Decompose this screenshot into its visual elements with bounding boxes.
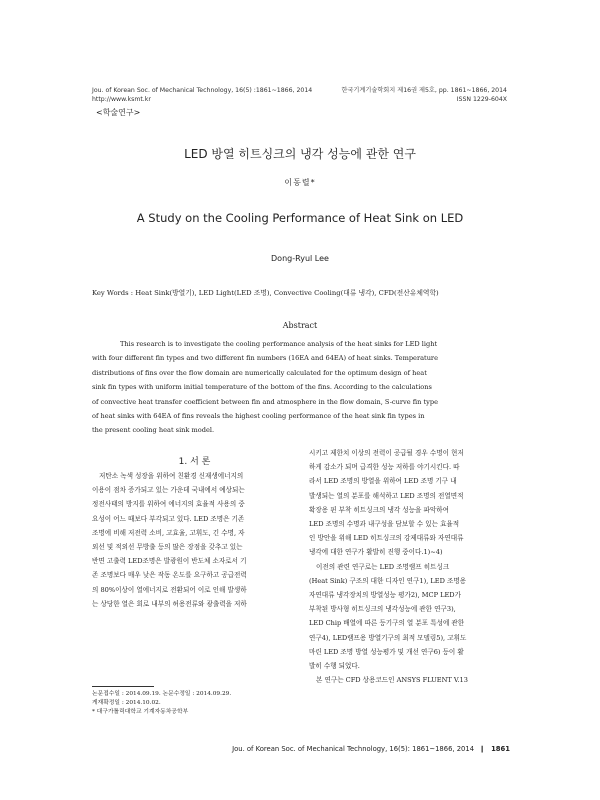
footnote-dates: 논문접수일 : 2014.09.19. 논문수정일 : 2014.09.29. (92, 691, 232, 697)
body-line: 인 방안을 위해 LED 히트싱크의 강제대류와 자연대류 (309, 534, 464, 543)
body-line: 부착된 방사형 히트싱크의 냉각성능에 관한 연구3), (309, 605, 456, 614)
abstract-line: of heat sinks with 64EA of fins reveals the highest cooling performance of the heat sink fin types in (92, 412, 425, 421)
page-number: 1861 (491, 745, 510, 753)
footer-citation: Jou. of Korean Soc. of Mechanical Technology, 16(5): 1861~1866, 2014 (232, 745, 475, 753)
journal-header-right (341, 86, 507, 104)
body-line: LED Chip 배열에 따른 등기구의 열 분포 특성에 관한 (309, 619, 465, 628)
body-line: 는 상당한 열은 회로 내부의 허용전류와 광출력을 저하 (92, 599, 247, 608)
title-english: A Study on the Cooling Performance of Heat Sink on LED (136, 211, 464, 225)
body-line: 이용이 점차 증가되고 있는 가운데 국내에서 예상되는 (92, 486, 245, 495)
journal-citation: Jou. of Korean Soc. of Mechanical Technology, 16(5) :1861~1866, 2014 (92, 87, 313, 94)
abstract-body (92, 337, 510, 438)
body-line: 외선 및 적외선 무방출 등의 많은 장점을 갖추고 있는 (92, 543, 243, 552)
body-line: 확장용 핀 부착 히트싱크의 냉각 성능을 파악하여 (309, 505, 449, 514)
body-line: 하게 감소가 되며 급격한 성능 저하를 야기시킨다. 따 (309, 463, 460, 472)
body-line: 정전사태의 방지를 위하여 에너지의 효율적 사용의 중 (92, 500, 245, 509)
body-line: 반면 고출력 LED조명은 발광원이 반도체 소자로서 기 (92, 557, 247, 566)
body-line: 발생되는 열의 분포를 해석하고 LED 조명의 전열면적 (309, 491, 464, 500)
abstract-line: of convective heat transfer coefficient between fin and atmosphere in the flow domain, S-curve fin type (92, 397, 438, 406)
footnote (92, 690, 297, 717)
section-tag: <학술연구> (96, 108, 141, 117)
author-english: Dong-Ryul Lee (271, 254, 329, 263)
body-column-left (92, 469, 297, 611)
body-line: 요성이 어느 때보다 부각되고 있다. LED 조명은 기존 (92, 514, 245, 523)
body-line: LED 조명의 수명과 내구성을 담보할 수 있는 효율적 (309, 520, 460, 529)
body-line: 시키고 제한치 이상의 전력이 공급될 경우 수명이 현저 (309, 449, 464, 457)
body-line: 조명에 비해 저전력 소비, 고효율, 고휘도, 긴 수명, 자 (92, 528, 245, 537)
issn: ISSN 1229-604X (456, 96, 507, 103)
body-line: 저탄소 녹색 성장을 위하여 친환경 신재생에너지의 (99, 472, 244, 480)
journal-citation-korean: 한국기계기술학회지 제16권 제5호, pp. 1861~1866, 2014 (341, 87, 507, 94)
abstract-line: distributions of fins over the flow domain are numerically calculated for the optimum design of heat (92, 368, 427, 377)
body-line: 자연대류 냉각장치의 방열성능 평가2), MCP LED가 (309, 591, 461, 600)
body-line: 연구4), LED램프용 방열기구의 최적 모델링5), 고휘도 (309, 633, 467, 642)
abstract-line: sink fin types with uniform initial temperature of the bottom of the fins. According to the calculations (92, 383, 432, 392)
author-korean: 이동렬* (284, 178, 316, 187)
body-line: 냉각에 대한 연구가 활발히 진행 중이다.1)~4) (309, 548, 443, 557)
footnote-accepted: 게재확정일 : 2014.10.02. (92, 700, 161, 706)
body-line: 본 연구는 CFD 상용코드인 ANSYS FLUENT V.13 (316, 676, 468, 685)
body-line: 존 조명보다 매우 낮은 작동 온도를 요구하고 공급전력 (92, 571, 247, 580)
body-line: 발히 수행 되었다. (309, 662, 360, 671)
body-line: 이전의 관련 연구로는 LED 조명램프 히트싱크 (316, 562, 450, 571)
abstract-line: This research is to investigate the cooling performance analysis of the heat sinks for LED light (120, 340, 438, 348)
title-korean: LED 방열 히트싱크의 냉각 성능에 관한 연구 (184, 147, 416, 161)
abstract-line: the present cooling heat sink model. (92, 426, 215, 435)
body-line: 의 80%이상이 열에너지로 전환되어 이로 인해 발생하 (92, 585, 247, 594)
section-heading-introduction: 1. 서 론 (178, 457, 211, 467)
body-column-right (309, 446, 514, 687)
body-line: 마린 LED 조명 방열 성능평가 및 개선 연구6) 등이 활 (309, 647, 464, 656)
page-footer (232, 745, 510, 753)
abstract-title: Abstract (282, 321, 318, 330)
footnote-affiliation: * 대구가톨릭대학교 기계자동차공학부 (92, 709, 189, 715)
body-line: 라서 LED 조명의 방열을 위하여 LED 조명 기구 내 (309, 477, 457, 486)
journal-url: http://www.ksmt.kr (92, 96, 151, 103)
footer-separator: ❙ (479, 745, 485, 753)
body-line: (Heat Sink) 구조의 대한 디자인 연구1), LED 조명용 (309, 576, 467, 585)
footnote-divider (92, 686, 154, 687)
abstract-line: with four different fin types and two different fin numbers (16EA and 64EA) of heat sinks. Temperature (92, 354, 438, 363)
journal-header-left (92, 86, 312, 104)
keywords: Key Words : Heat Sink(방열기), LED Light(LED 조명), Convective Cooling(대류 냉각), CFD(전산유체역학) (92, 289, 439, 297)
